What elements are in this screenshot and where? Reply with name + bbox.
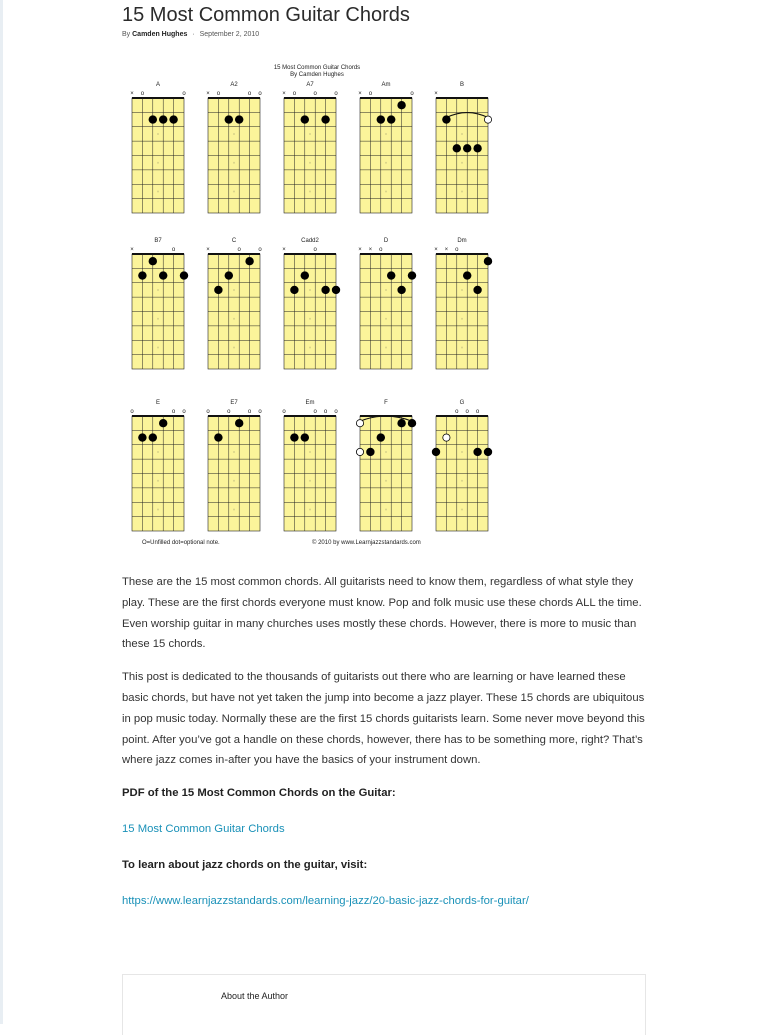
finger-dot <box>366 448 374 456</box>
inlay-dot <box>309 318 311 320</box>
inlay-dot <box>385 289 387 291</box>
muted-string-marker: × <box>282 247 286 253</box>
chord-e7 <box>206 400 262 531</box>
inlay-dot <box>385 508 387 510</box>
muted-string-marker: × <box>358 91 362 97</box>
open-string-marker: o <box>258 409 262 415</box>
chord-a <box>130 82 186 213</box>
chart-footnote: O=Unfilled dot=optional note. <box>142 540 220 546</box>
finger-dot <box>214 286 222 294</box>
finger-dot <box>473 286 481 294</box>
inlay-dot <box>233 190 235 192</box>
inlay-dot <box>461 190 463 192</box>
open-string-marker: o <box>247 91 252 97</box>
chord-name: A7 <box>306 82 314 88</box>
chord-g <box>432 400 492 531</box>
open-string-marker: o <box>368 91 373 97</box>
finger-dot <box>290 286 298 294</box>
inlay-dot <box>309 162 311 164</box>
open-string-marker: o <box>455 409 459 415</box>
finger-dot <box>138 433 146 441</box>
left-border <box>0 0 3 1024</box>
byline-separator: · <box>192 31 195 38</box>
finger-dot <box>225 115 233 123</box>
inlay-dot <box>309 508 311 510</box>
finger-dot <box>453 144 461 152</box>
chart-copyright: © 2010 by www.Learnjazzstandards.com <box>312 540 421 546</box>
finger-dot <box>484 448 492 456</box>
chord-name: E <box>155 400 161 406</box>
finger-dot <box>214 433 222 441</box>
inlay-dot <box>385 318 387 320</box>
finger-dot <box>169 115 177 123</box>
chord-name: F <box>384 400 388 406</box>
chord-d <box>358 238 416 369</box>
muted-string-marker: × <box>130 247 134 253</box>
finger-dot <box>332 286 340 294</box>
chord-b7 <box>130 238 188 369</box>
chord-name: A <box>155 82 161 88</box>
open-string-marker: o <box>379 247 383 253</box>
open-string-marker: o <box>171 409 176 415</box>
chart-subtitle: By Camden Hughes <box>290 72 344 78</box>
open-string-marker: o <box>206 409 210 415</box>
finger-dot <box>149 257 157 265</box>
finger-dot <box>442 115 450 123</box>
jazz-chords-link[interactable]: https://www.learnjazzstandards.com/learning-jazz/20-basic-jazz-chords-for-guitar/ <box>122 894 529 907</box>
finger-dot <box>290 433 298 441</box>
inlay-dot <box>461 346 463 348</box>
chord-cadd2 <box>282 238 340 369</box>
optional-dot <box>356 420 363 427</box>
inlay-dot <box>309 480 311 482</box>
finger-dot <box>408 271 416 279</box>
finger-dot <box>321 115 329 123</box>
finger-dot <box>397 286 405 294</box>
finger-dot <box>397 101 405 109</box>
finger-dot <box>159 115 167 123</box>
author-link[interactable]: Camden Hughes <box>132 31 188 38</box>
finger-dot <box>484 257 492 265</box>
chart-title: 15 Most Common Guitar Chords <box>273 65 361 71</box>
open-string-marker: o <box>313 409 317 415</box>
open-string-marker: o <box>410 91 414 97</box>
finger-dot <box>301 433 309 441</box>
inlay-dot <box>233 318 235 320</box>
inlay-dot <box>461 480 463 482</box>
chord-a2 <box>206 82 262 213</box>
open-string-marker: o <box>282 409 286 415</box>
pdf-heading: PDF of the 15 Most Common Chords on the Guitar: <box>122 787 396 800</box>
post-title: 15 Most Common Guitar Chords <box>122 4 410 26</box>
inlay-dot <box>385 162 387 164</box>
open-string-marker: o <box>334 91 338 97</box>
inlay-dot <box>385 190 387 192</box>
inlay-dot <box>309 190 311 192</box>
inlay-dot <box>309 451 311 453</box>
open-string-marker: o <box>130 409 134 415</box>
open-string-marker: o <box>258 91 262 97</box>
chord-name: Em <box>305 400 315 406</box>
muted-string-marker: × <box>282 91 286 97</box>
chord-name: Cadd2 <box>301 238 319 244</box>
finger-dot <box>301 271 309 279</box>
chord-a7 <box>282 82 338 213</box>
open-string-marker: o <box>227 409 231 415</box>
inlay-dot <box>309 346 311 348</box>
open-string-marker: o <box>182 91 186 97</box>
chord-name: B7 <box>154 238 162 244</box>
muted-string-marker: × <box>434 247 438 253</box>
inlay-dot <box>157 289 159 291</box>
paragraph-dedication: This post is dedicated to the thousands of guitarists out there who are learning or have learned these basic chords, but have not yet taken the jump into become a jazz player. These 15 chords are ubiquitous in pop music today. Normally these are the first 15 chords guitarists learn. Some never move beyond this point. After you’ve got a handle on these chords, however, there has to be something more, right? That’s where jazz comes in-after you have the basics of your instrument down. <box>122 671 645 767</box>
muted-string-marker: × <box>358 247 362 253</box>
author-box <box>122 974 646 1035</box>
finger-dot <box>149 433 157 441</box>
chord-name: Am <box>381 82 391 88</box>
inlay-dot <box>157 480 159 482</box>
optional-dot <box>484 116 491 123</box>
muted-string-marker: × <box>130 91 134 97</box>
chord-name: C <box>231 238 237 244</box>
finger-dot <box>245 257 253 265</box>
inlay-dot <box>157 318 159 320</box>
inlay-dot <box>309 133 311 135</box>
chord-dm <box>434 238 492 369</box>
open-string-marker: o <box>465 409 469 415</box>
open-string-marker: o <box>247 409 252 415</box>
finger-dot <box>225 271 233 279</box>
inlay-dot <box>309 289 311 291</box>
inlay-dot <box>461 508 463 510</box>
inlay-dot <box>233 451 235 453</box>
open-string-marker: o <box>475 409 480 415</box>
finger-dot <box>377 115 385 123</box>
chord-name: G <box>459 400 465 406</box>
chord-em <box>282 400 338 531</box>
finger-dot <box>138 271 146 279</box>
open-string-marker: o <box>313 247 317 253</box>
pdf-link[interactable]: 15 Most Common Guitar Chords <box>122 822 285 835</box>
inlay-dot <box>157 451 159 453</box>
finger-dot <box>387 271 395 279</box>
finger-dot <box>377 433 385 441</box>
byline <box>122 31 259 38</box>
inlay-dot <box>385 133 387 135</box>
open-string-marker: o <box>258 247 262 253</box>
inlay-dot <box>233 289 235 291</box>
finger-dot <box>473 448 481 456</box>
finger-dot <box>180 271 188 279</box>
chord-name: Dm <box>457 238 467 244</box>
optional-dot <box>356 448 363 455</box>
chord-f <box>356 400 416 531</box>
finger-dot <box>159 419 167 427</box>
chord-name: B <box>459 82 465 88</box>
finger-dot <box>397 419 405 427</box>
inlay-dot <box>157 190 159 192</box>
inlay-dot <box>461 133 463 135</box>
chord-e <box>130 400 186 531</box>
inlay-dot <box>233 480 235 482</box>
inlay-dot <box>233 346 235 348</box>
finger-dot <box>321 286 329 294</box>
finger-dot <box>463 271 471 279</box>
chord-am <box>358 82 414 213</box>
inlay-dot <box>233 162 235 164</box>
inlay-dot <box>385 346 387 348</box>
open-string-marker: o <box>171 247 176 253</box>
inlay-dot <box>461 451 463 453</box>
finger-dot <box>387 115 395 123</box>
open-string-marker: o <box>237 247 241 253</box>
open-string-marker: o <box>334 409 338 415</box>
inlay-dot <box>157 508 159 510</box>
finger-dot <box>301 115 309 123</box>
chord-c <box>206 238 262 369</box>
open-string-marker: o <box>182 409 186 415</box>
finger-dot <box>159 271 167 279</box>
inlay-dot <box>461 318 463 320</box>
byline-prefix: By <box>122 31 131 38</box>
muted-string-marker: × <box>206 247 210 253</box>
inlay-dot <box>461 289 463 291</box>
inlay-dot <box>461 162 463 164</box>
chord-name: D <box>383 238 389 244</box>
inlay-dot <box>385 480 387 482</box>
chord-b <box>434 82 491 213</box>
paragraph-intro: These are the 15 most common chords. All guitarists need to know them, regardless of what style they play. These are the first chords everyone must know. Pop and folk music use these chords ALL the time. Even worship guitar in many churches uses mostly these chords. However, there is more to music than these 15 chords. <box>122 576 642 651</box>
finger-dot <box>235 115 243 123</box>
inlay-dot <box>233 133 235 135</box>
finger-dot <box>235 419 243 427</box>
open-string-marker: o <box>313 91 317 97</box>
finger-dot <box>408 419 416 427</box>
open-string-marker: o <box>292 91 297 97</box>
open-string-marker: o <box>140 91 145 97</box>
finger-dot <box>473 144 481 152</box>
inlay-dot <box>157 162 159 164</box>
open-string-marker: o <box>323 409 328 415</box>
post-body <box>122 572 647 927</box>
muted-string-marker: × <box>434 91 438 97</box>
open-string-marker: o <box>216 91 221 97</box>
inlay-dot <box>385 451 387 453</box>
muted-string-marker: × <box>444 247 449 253</box>
author-box-heading: About the Author <box>221 991 289 1001</box>
finger-dot <box>463 144 471 152</box>
inlay-dot <box>157 133 159 135</box>
chord-name: E7 <box>230 400 238 406</box>
inlay-dot <box>157 346 159 348</box>
finger-dot <box>432 448 440 456</box>
open-string-marker: o <box>455 247 459 253</box>
chord-chart-image <box>122 56 542 556</box>
chord-name: A2 <box>230 82 238 88</box>
post-date: September 2, 2010 <box>199 31 260 38</box>
chord-diagrams <box>130 82 492 531</box>
finger-dot <box>149 115 157 123</box>
muted-string-marker: × <box>206 91 210 97</box>
muted-string-marker: × <box>368 247 373 253</box>
inlay-dot <box>233 508 235 510</box>
optional-dot <box>443 434 450 441</box>
jazz-heading: To learn about jazz chords on the guitar, visit: <box>122 858 368 871</box>
